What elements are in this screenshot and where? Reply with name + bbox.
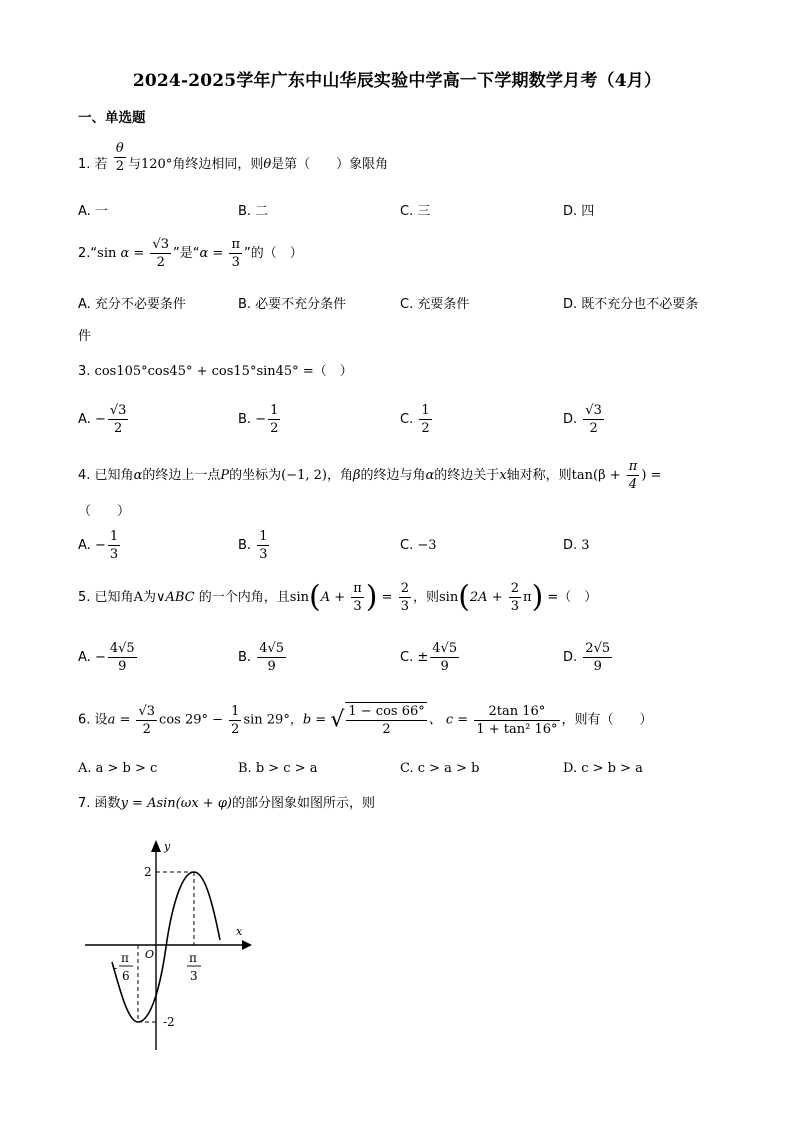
question-2: 2.“sin α = $\frac{√3}{2}$ ”是“α = $\frac{\pi}{3}$ ”的（ ） <box>78 237 303 270</box>
answer-paren: （ ） <box>78 504 131 519</box>
question-1: 1. 若 $\frac{\theta}{2}$ 与120°角终边相同，则θ是第（ ）象限角 <box>78 141 389 174</box>
x-right-den: 3 <box>190 969 198 983</box>
question-6: 6. 设a = $\frac{√3}{2}$ cos 29° − $\frac{1}{2}$ sin 29°，b = √ $\frac{1 - \cos 66^\circ}{2}$ 、 c = $\frac{2\tan 16^\circ}{\text{1 + tan² 16°}}$ ，则有（ ） <box>78 703 653 737</box>
option-b[interactable]: B. 二 <box>238 204 269 219</box>
option-b[interactable]: B. − $\frac{1}{2}$ <box>238 403 279 436</box>
option-b[interactable]: B. 必要不充分条件 <box>238 297 347 312</box>
option-c[interactable]: C. $\frac{1}{2}$ <box>400 403 430 436</box>
option-d[interactable]: D. $\frac{√3}{2}$ <box>563 403 602 436</box>
question-number: 3. <box>78 364 91 379</box>
option-d[interactable]: D. 既不充分也不必要条 <box>563 297 699 312</box>
question-4: 4. 已知角α的终边上一点P的坐标为(−1, 2)，角β的终边与角α的终边关于x轴对称，则tan(β + $\frac{\pi}{4}$ ) = <box>78 459 662 492</box>
question-number: 2. <box>78 246 91 261</box>
y-axis-label: y <box>164 840 171 853</box>
x-left-num: π <box>121 951 129 965</box>
y-min-label: -2 <box>163 1015 175 1029</box>
origin-label: O <box>145 948 155 961</box>
option-b[interactable]: B. $\frac{1}{3}$ <box>238 529 268 562</box>
option-c[interactable]: C. 充要条件 <box>400 297 470 312</box>
fraction: $\frac{\theta}{2}$ <box>115 141 124 174</box>
y-axis-arrow <box>151 840 161 852</box>
option-c[interactable]: C. −3 <box>400 538 437 553</box>
option-a[interactable]: A. 充分不必要条件 <box>78 297 186 312</box>
option-c[interactable]: C. ± $\frac{4√5}{9}$ <box>400 641 458 674</box>
question-3: 3. cos105°cos45° + cos15°sin45° =（ ） <box>78 364 353 379</box>
option-a[interactable]: A. 一 <box>78 204 108 219</box>
option-d[interactable]: D. 四 <box>563 204 595 219</box>
x-axis-label: x <box>236 925 243 938</box>
question-number: 1. <box>78 157 91 172</box>
question-number: 4. <box>78 468 91 483</box>
option-a[interactable]: A. − $\frac{1}{3}$ <box>78 529 119 562</box>
question-number: 6. <box>78 712 91 728</box>
option-d[interactable]: D. c > b > a <box>563 761 643 776</box>
question-number: 7. <box>78 796 91 811</box>
option-a[interactable]: A. − $\frac{√3}{2}$ <box>78 403 127 436</box>
sine-curve <box>112 872 220 1022</box>
x-axis-arrow <box>242 940 252 950</box>
option-c[interactable]: C. 三 <box>400 204 431 219</box>
option-a[interactable]: A. a > b > c <box>78 761 158 776</box>
option-b[interactable]: B. b > c > a <box>238 761 318 776</box>
question-number: 5. <box>78 590 91 605</box>
section-heading: 一、单选题 <box>78 110 146 126</box>
option-b[interactable]: B. $\frac{4√5}{9}$ <box>238 641 285 674</box>
option-d[interactable]: D. $\frac{2√5}{9}$ <box>563 641 611 674</box>
option-d[interactable]: D. 3 <box>563 538 590 553</box>
x-right-num: π <box>189 951 197 965</box>
question-5: 5. 已知角A为∨ABC 的一个内角，且sin(A + $\frac{\pi}{3}$ ) = $\frac{2}{3}$ ，则sin(2A + $\frac{2}{3}$ π) =（ ） <box>78 579 598 615</box>
option-d-wrap: 件 <box>78 329 92 344</box>
option-c[interactable]: C. c > a > b <box>400 761 480 776</box>
y-max-label: 2 <box>144 865 152 879</box>
page-title: 2024-2025学年广东中山华辰实验中学高一下学期数学月考（4月） <box>132 71 662 91</box>
x-left-sign: - <box>113 961 118 975</box>
question-7: 7. 函数y = Asin(ωx + φ)的部分图象如图所示，则 <box>78 796 376 811</box>
option-a[interactable]: A. − $\frac{4√5}{9}$ <box>78 641 135 674</box>
x-left-den: 6 <box>122 969 130 983</box>
